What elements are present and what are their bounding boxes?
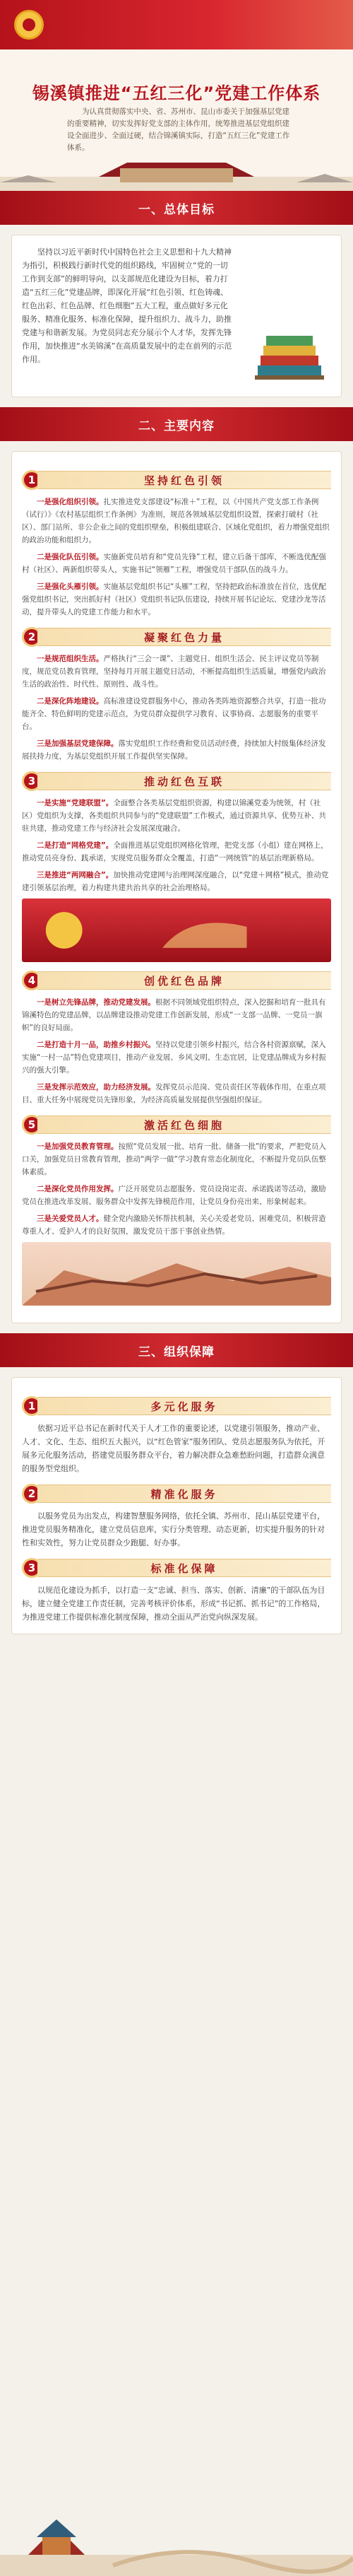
guarantee-title: 多元化服务 xyxy=(37,1397,331,1415)
content-card xyxy=(11,451,342,1323)
party-flag-icon xyxy=(22,898,331,962)
item-lead: 三是加强基层党建保障。 xyxy=(37,739,119,748)
list-item xyxy=(22,1140,331,1178)
section-header-guarantee xyxy=(0,1333,353,1367)
hero-red-band xyxy=(0,0,353,49)
item-text: 高标准建设党群服务中心，推动各类阵地资源整合共享，打造一批功能齐全、特色鲜明的党建示范点，为党员群众提供学习教育、议事协商、志愿服务的重要平台。 xyxy=(22,697,326,731)
list-item xyxy=(22,580,331,619)
section-title: 三、组织保障 xyxy=(138,1345,215,1359)
item-text: 健全党内激励关怀帮扶机制，关心关爱老党员、困难党员，积极营造尊重人才、爱护人才的良好氛围，激发党员干部干事创业热情。 xyxy=(22,1214,326,1236)
great-wall-illustration xyxy=(22,1242,331,1306)
list-item xyxy=(22,551,331,576)
part-ribbon-4 xyxy=(22,971,331,990)
item-text: 按照“党员发展一批、培育一批、储备一批”的要求，严把党员入口关，加强党员日常教育管理，推动“两学一做”学习教育常态化制度化，不断提升党员队伍整体素质。 xyxy=(22,1142,326,1176)
part-ribbon-3 xyxy=(22,771,331,791)
section-header-content xyxy=(0,407,353,441)
guarantee-text: 以规范化建设为抓手，以打造一支“忠诚、担当、落实、创新、清廉”的干部队伍为目标，建立健全党建工作责任制，完善考核评价体系，形成“书记抓、抓书记”的工作格局，为推进党建工作提供标准化制度保障，推动全面从严治党向纵深发展。 xyxy=(22,1586,325,1622)
guarantee-card xyxy=(11,1377,342,1634)
part-number: 5 xyxy=(22,1115,42,1135)
part-title: 激活红色细胞 xyxy=(37,1116,331,1134)
page-title: 锡溪镇推进“五红三化”党建工作体系 xyxy=(32,83,321,103)
ancient-building-icon xyxy=(0,148,353,191)
guarantee-title: 标准化保障 xyxy=(37,1559,331,1577)
item-text: 广泛开展党员志愿服务、党员设岗定责、承诺践诺等活动，激励党员在推进改革发展、服务群众中发挥先锋模范作用，让党员身份亮出来、形象树起来。 xyxy=(22,1185,326,1206)
item-text: 实施新党员培育和“党员先锋”工程，建立后备干部库，不断选优配强村（社区）、两新组织带头人，实施书记“领雁”工程，增强党员干部队伍的战斗力。 xyxy=(22,553,326,574)
item-lead: 三是推进“两网融合”。 xyxy=(37,871,114,879)
item-text: 实施基层党组织书记“头雁”工程，坚持把政治标准放在首位，选优配强党组织书记，突出抓好村（社区）党组织书记队伍建设，持续开展书记论坛、党建沙龙等活动，提升带头人的党建工作能力和水平。 xyxy=(22,582,326,616)
item-lead: 一是强化组织引领。 xyxy=(37,498,104,506)
guarantee-number: 3 xyxy=(22,1558,42,1578)
part-title: 凝聚红色力量 xyxy=(37,628,331,646)
part-title: 坚持红色引领 xyxy=(37,471,331,489)
item-text: 扎实推进党支部建设“标准＋”工程，以《中国共产党支部工作条例（试行）》《农村基层组织工作条例》为准则，规范各领域基层党组织设置，探索打破村（社区）、部门站所、非公企业之间的党组织壁垒，积极组建联合、区域化党组织，着力增强党组织的政治功能和组织力。 xyxy=(22,498,330,544)
part-ribbon-1 xyxy=(22,470,331,490)
part-ribbon-2 xyxy=(22,627,331,647)
books-icon xyxy=(251,323,328,387)
guarantee-text: 以服务党员为出发点，构建智慧服务网络，依托全镇、苏州市、昆山基层党建平台，推进党员服务精准化，建立党员信息库，实行分类管理、动态更新，切实提升服务的针对性和实效性，努力让党员群众少跑腿、好办事。 xyxy=(22,1511,325,1547)
part-number: 2 xyxy=(22,627,42,647)
item-lead: 一是实施“党建联盟”。 xyxy=(37,799,114,807)
guarantee-ribbon-1 xyxy=(22,1396,331,1416)
part-title: 创优红色品牌 xyxy=(37,971,331,990)
section-title: 一、总体目标 xyxy=(138,202,215,217)
item-text: 严格执行“三会一课”、主题党日、组织生活会、民主评议党员等制度，规范党员教育管理，坚持每月开展主题党日活动，不断提高组织生活质量，增强党内政治生活的政治性、时代性、原则性、战斗性。 xyxy=(22,655,326,689)
list-item xyxy=(22,1038,331,1077)
list-item xyxy=(22,496,331,546)
list-item xyxy=(22,1081,331,1106)
guarantee-title: 精准化服务 xyxy=(37,1485,331,1503)
part-number: 3 xyxy=(22,771,42,791)
item-lead: 二是打造十月一品，助推乡村振兴。 xyxy=(37,1041,155,1049)
list-item xyxy=(22,1212,331,1238)
part-title: 推动红色互联 xyxy=(37,772,331,790)
part-number: 1 xyxy=(22,470,42,490)
item-lead: 二是强化队伍引领。 xyxy=(37,553,104,561)
item-lead: 三是关爱党员人才。 xyxy=(37,1214,104,1223)
item-lead: 一是树立先锋品牌，推动党建发展。 xyxy=(37,998,155,1007)
intro-paragraph: 为认真贯彻落实中央、省、苏州市、昆山市委关于加强基层党建的重要精神，切实发挥好党支部的主体作用，统筹推进基层党组织建设全面进步、全面过硬，结合锦溪镇实际，打造“五红三化”党建工作体系。 xyxy=(67,107,290,152)
list-item xyxy=(22,839,331,865)
hero-banner xyxy=(0,0,353,191)
list-item xyxy=(22,1183,331,1208)
guarantee-number: 1 xyxy=(22,1396,42,1416)
item-lead: 二是深化党员作用发挥。 xyxy=(37,1185,119,1193)
guarantee-text: 依据习近平总书记在新时代关于人才工作的重要论述，以党建引领服务，推动产业、人才、文化、生态、组织五大振兴，以“红色管家”服务团队、党员志愿服务队为依托，开展多元化服务活动，搭建党员服务群众平台，着力解决群众急难愁盼问题，打造群众满意的服务型党组织。 xyxy=(22,1424,325,1473)
item-lead: 三是发挥示范效应，助力经济发展。 xyxy=(37,1083,155,1091)
goal-paragraph: 坚持以习近平新时代中国特色社会主义思想和十九大精神为指引，积极践行新时代党的组织路线，牢固树立“党的一切工作到支部”的鲜明导向，以支部规范化建设为目标，着力打造“五红三化”党建品牌，即深化开展“红色引领、红色铸魂、红色出彩、红色品牌、红色细胞”五大工程，重点做好多元化服务、精准化服务、标准化保障，提升组织力、战斗力，助推党建与和谐新发展。为党员同志充分展示个人才华，发挥先锋作用，加快推进“水美锦溪”在高质量发展中的走在前列的示范作用。 xyxy=(22,247,232,364)
item-text: 全面推进基层党组织网格化管理，把党支部（小组）建在网格上，推动党员亮身份、践承诺，实现党员服务群众全覆盖，打造“一网统管”的基层治理新格局。 xyxy=(22,841,328,862)
list-item xyxy=(22,695,331,733)
item-lead: 三是强化头雁引领。 xyxy=(37,582,104,591)
list-item xyxy=(22,737,331,763)
item-text: 全面整合各类基层党组织资源，构建以锦溪党委为统领，村（社区）党组织为支撑，各类组织共同参与的“党建联盟”工作模式，通过资源共享、优势互补、共驻共建，推动党建工作与经济社会发展深度融合。 xyxy=(22,799,326,833)
item-text: 坚持以党建引领乡村振兴，结合各村资源禀赋，深入实施“一村一品”特色党建项目，推动产业发展、乡风文明、生态宜居，让党建品牌成为乡村振兴的强大引擎。 xyxy=(22,1041,326,1075)
section-header-goal xyxy=(0,191,353,225)
item-text: 根据不同领域党组织特点，深入挖掘和培育一批具有锦溪特色的党建品牌，以品牌建设推动党建工作创新发展，形成“一支部一品牌、一党员一旗帜”的良好局面。 xyxy=(22,998,326,1032)
list-item xyxy=(22,869,331,894)
party-flag-illustration xyxy=(22,898,331,962)
item-text: 发挥党员示范岗、党员责任区等载体作用，在重点项目、重大任务中展现党员先锋形象，为经济高质量发展提供坚强组织保证。 xyxy=(22,1083,326,1104)
item-lead: 二是深化阵地建设。 xyxy=(37,697,104,706)
item-text: 落实党组织工作经费和党员活动经费，持续加大村级集体经济发展扶持力度，为基层党组织开展工作提供坚实保障。 xyxy=(22,739,326,761)
item-lead: 一是规范组织生活。 xyxy=(37,655,104,663)
party-emblem-icon xyxy=(14,10,44,40)
great-wall-icon xyxy=(22,1242,331,1306)
guarantee-ribbon-2 xyxy=(22,1484,331,1504)
guarantee-ribbon-3 xyxy=(22,1558,331,1578)
list-item xyxy=(22,996,331,1034)
list-item xyxy=(22,797,331,835)
part-number: 4 xyxy=(22,971,42,990)
guarantee-number: 2 xyxy=(22,1484,42,1504)
list-item xyxy=(22,652,331,691)
temple-of-heaven-icon xyxy=(0,2498,353,2576)
goal-card xyxy=(11,235,342,397)
item-text: 加快推动党建网与治理网深度融合，以“党建＋网格”模式，推动党建引领基层治理，着力构建共建共治共享的社会治理格局。 xyxy=(22,871,329,892)
section-title: 二、主要内容 xyxy=(138,418,215,433)
item-lead: 二是打造“网格党建”。 xyxy=(37,841,114,850)
item-lead: 一是加强党员教育管理。 xyxy=(37,1142,119,1151)
part-ribbon-5 xyxy=(22,1115,331,1135)
